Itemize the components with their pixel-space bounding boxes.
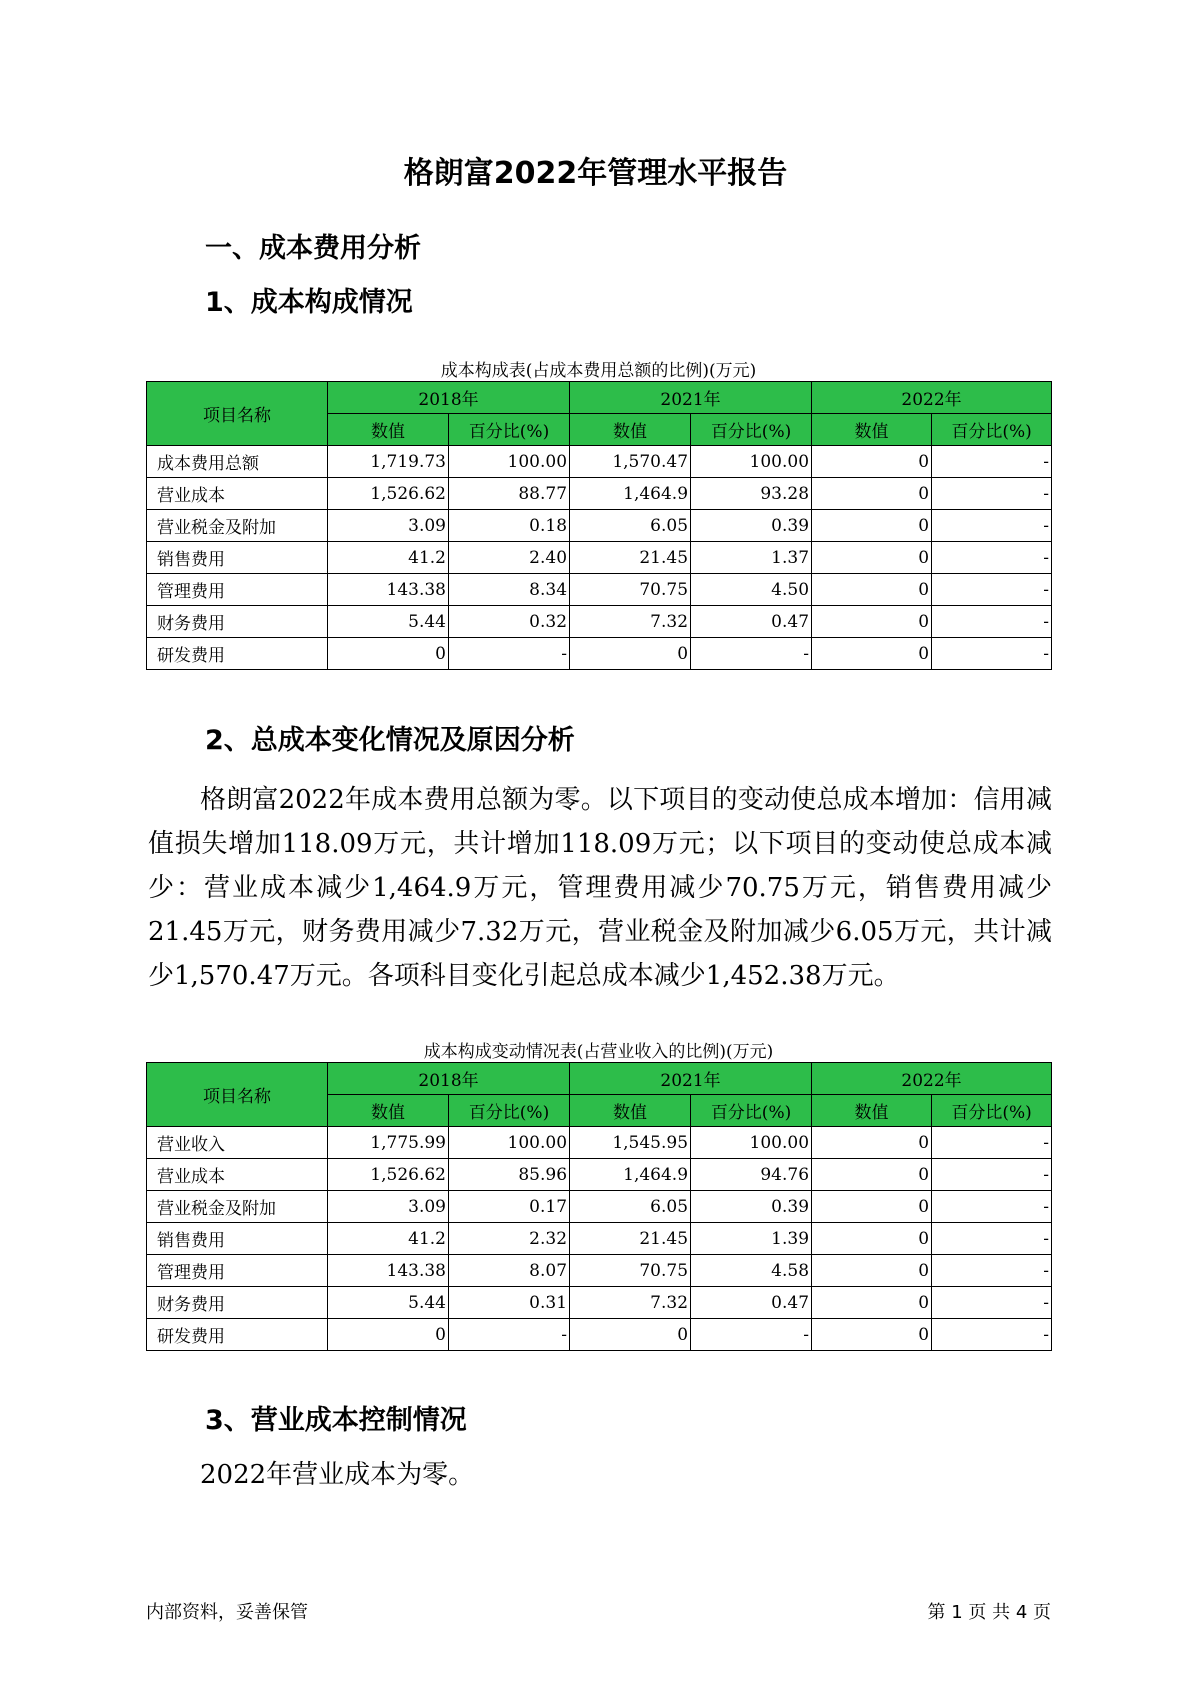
table-cell: 0 xyxy=(812,638,932,670)
table-cell: 0.39 xyxy=(691,1191,812,1223)
table-cell: 1,775.99 xyxy=(328,1127,449,1159)
table-cell: 1.39 xyxy=(691,1223,812,1255)
row-label: 营业成本 xyxy=(147,1159,328,1191)
table-cell: 1,464.9 xyxy=(570,1159,691,1191)
row-label: 财务费用 xyxy=(147,1287,328,1319)
table-cell: - xyxy=(932,446,1052,478)
table-row xyxy=(147,638,1052,670)
table-row xyxy=(147,1159,1052,1191)
table-cell: 70.75 xyxy=(570,1255,691,1287)
header-year: 2021年 xyxy=(570,1063,812,1095)
header-value: 数值 xyxy=(570,1095,691,1127)
header-percent: 百分比(%) xyxy=(449,1095,570,1127)
table-cell: 3.09 xyxy=(328,1191,449,1223)
table-cell: - xyxy=(691,638,812,670)
header-percent: 百分比(%) xyxy=(449,414,570,446)
footer-confidential-note: 内部资料，妥善保管 xyxy=(146,1602,308,1623)
table-cell: - xyxy=(932,1223,1052,1255)
table-cell: 8.34 xyxy=(449,574,570,606)
table-cell: 21.45 xyxy=(570,542,691,574)
table-row xyxy=(147,446,1052,478)
row-label: 管理费用 xyxy=(147,574,328,606)
table-cell: - xyxy=(932,478,1052,510)
table-cell: - xyxy=(932,510,1052,542)
table-cell: 4.50 xyxy=(691,574,812,606)
header-value: 数值 xyxy=(812,1095,932,1127)
table-cell: 0 xyxy=(812,1127,932,1159)
table-cell: 93.28 xyxy=(691,478,812,510)
row-label: 营业收入 xyxy=(147,1127,328,1159)
table-cell: 0.47 xyxy=(691,1287,812,1319)
row-label: 成本费用总额 xyxy=(147,446,328,478)
header-value: 数值 xyxy=(328,414,449,446)
table-cell: 100.00 xyxy=(691,1127,812,1159)
row-label: 研发费用 xyxy=(147,1319,328,1351)
table-cell: 100.00 xyxy=(449,446,570,478)
table-row xyxy=(147,574,1052,606)
subsection-heading-total-cost-change: 2、总成本变化情况及原因分析 xyxy=(205,725,575,756)
table-cell: 8.07 xyxy=(449,1255,570,1287)
table-cell: 100.00 xyxy=(449,1127,570,1159)
table-cell: 5.44 xyxy=(328,1287,449,1319)
table-cell: - xyxy=(932,1319,1052,1351)
row-label: 营业税金及附加 xyxy=(147,1191,328,1223)
table-cell: - xyxy=(932,1159,1052,1191)
table-cell: 1.37 xyxy=(691,542,812,574)
table-cell: 5.44 xyxy=(328,606,449,638)
table-cell: 0 xyxy=(812,1319,932,1351)
table-cell: - xyxy=(449,638,570,670)
header-percent: 百分比(%) xyxy=(932,414,1052,446)
table-row xyxy=(147,1319,1052,1351)
table-cell: 70.75 xyxy=(570,574,691,606)
table-cell: 0 xyxy=(812,1159,932,1191)
table-cell: 0.32 xyxy=(449,606,570,638)
footer-page-number: 第 1 页 共 4 页 xyxy=(927,1602,1051,1623)
table-cell: 0 xyxy=(812,1191,932,1223)
table-cell: 6.05 xyxy=(570,1191,691,1223)
table-cell: 143.38 xyxy=(328,574,449,606)
table-row xyxy=(147,1127,1052,1159)
cost-change-table xyxy=(146,1062,1052,1351)
table-cell: 2.32 xyxy=(449,1223,570,1255)
header-item-name: 项目名称 xyxy=(147,1063,328,1127)
table-row xyxy=(147,1287,1052,1319)
table-cell: - xyxy=(691,1319,812,1351)
table-cell: 1,526.62 xyxy=(328,1159,449,1191)
header-year: 2022年 xyxy=(812,382,1052,414)
table-cell: 1,545.95 xyxy=(570,1127,691,1159)
table-row xyxy=(147,1223,1052,1255)
table-cell: - xyxy=(932,1191,1052,1223)
table-cell: 85.96 xyxy=(449,1159,570,1191)
table-cell: 94.76 xyxy=(691,1159,812,1191)
table-cell: 100.00 xyxy=(691,446,812,478)
table-cell: 0.18 xyxy=(449,510,570,542)
table-cell: 0.39 xyxy=(691,510,812,542)
header-item-name: 项目名称 xyxy=(147,382,328,446)
table-cell: 4.58 xyxy=(691,1255,812,1287)
table-row xyxy=(147,510,1052,542)
table-cell: 1,526.62 xyxy=(328,478,449,510)
row-label: 营业税金及附加 xyxy=(147,510,328,542)
table-cell: - xyxy=(932,574,1052,606)
row-label: 研发费用 xyxy=(147,638,328,670)
table-cell: 88.77 xyxy=(449,478,570,510)
table-cell: - xyxy=(932,1255,1052,1287)
table-cell: 0 xyxy=(328,638,449,670)
table-cell: 7.32 xyxy=(570,1287,691,1319)
header-percent: 百分比(%) xyxy=(932,1095,1052,1127)
header-year: 2018年 xyxy=(328,1063,570,1095)
table-cell: 0 xyxy=(570,638,691,670)
row-label: 销售费用 xyxy=(147,542,328,574)
subsection-heading-cost-structure: 1、成本构成情况 xyxy=(205,287,413,318)
table-cell: - xyxy=(932,1287,1052,1319)
header-value: 数值 xyxy=(570,414,691,446)
table-cell: 2.40 xyxy=(449,542,570,574)
table-cell: 41.2 xyxy=(328,1223,449,1255)
header-value: 数值 xyxy=(328,1095,449,1127)
table-cell: - xyxy=(932,542,1052,574)
row-label: 营业成本 xyxy=(147,478,328,510)
header-percent: 百分比(%) xyxy=(691,1095,812,1127)
table-cell: 1,464.9 xyxy=(570,478,691,510)
table-cell: 21.45 xyxy=(570,1223,691,1255)
table-cell: 143.38 xyxy=(328,1255,449,1287)
row-label: 财务费用 xyxy=(147,606,328,638)
row-label: 管理费用 xyxy=(147,1255,328,1287)
table-cell: 0.17 xyxy=(449,1191,570,1223)
table-cell: 0.47 xyxy=(691,606,812,638)
table-cell: 41.2 xyxy=(328,542,449,574)
row-label: 销售费用 xyxy=(147,1223,328,1255)
table-cell: 0 xyxy=(328,1319,449,1351)
table-cell: 1,719.73 xyxy=(328,446,449,478)
table-cell: 0 xyxy=(812,1287,932,1319)
table-cell: 0 xyxy=(812,606,932,638)
table-cell: 0 xyxy=(812,574,932,606)
table-cell: 6.05 xyxy=(570,510,691,542)
table-cell: 0 xyxy=(812,1255,932,1287)
table1-caption: 成本构成表(占成本费用总额的比例)(万元) xyxy=(440,361,757,381)
header-year: 2022年 xyxy=(812,1063,1052,1095)
table-cell: 0 xyxy=(812,446,932,478)
table-row xyxy=(147,478,1052,510)
header-year: 2021年 xyxy=(570,382,812,414)
table-cell: - xyxy=(932,606,1052,638)
table-cell: 3.09 xyxy=(328,510,449,542)
table-cell: - xyxy=(449,1319,570,1351)
table-row xyxy=(147,1191,1052,1223)
table-cell: 0 xyxy=(812,478,932,510)
table-cell: 7.32 xyxy=(570,606,691,638)
cost-change-paragraph: 格朗富2022年成本费用总额为零。以下项目的变动使总成本增加：信用减值损失增加118.09万元，共计增加118.09万元；以下项目的变动使总成本减少：营业成本减少1,464.9万元，管理费用减少70.75万元，销售费用减少21.45万元，财务费用减少7.32万元，营业税金及附加减少6.05万元，共计减少1,570.47万元。各项科目变化引起总成本减少1,452.38万元。 xyxy=(148,785,1052,991)
table-row xyxy=(147,542,1052,574)
table2-caption: 成本构成变动情况表(占营业收入的比例)(万元) xyxy=(423,1042,774,1062)
section-heading-cost-analysis: 一、成本费用分析 xyxy=(205,233,421,264)
page-title: 格朗富2022年管理水平报告 xyxy=(403,156,788,191)
subsection-heading-operating-cost: 3、营业成本控制情况 xyxy=(205,1405,467,1436)
table-cell: 1,570.47 xyxy=(570,446,691,478)
table-row xyxy=(147,606,1052,638)
header-percent: 百分比(%) xyxy=(691,414,812,446)
header-value: 数值 xyxy=(812,414,932,446)
table-cell: 0.31 xyxy=(449,1287,570,1319)
table-cell: - xyxy=(932,1127,1052,1159)
table-row xyxy=(147,1255,1052,1287)
table-cell: - xyxy=(932,638,1052,670)
table-cell: 0 xyxy=(570,1319,691,1351)
table-cell: 0 xyxy=(812,1223,932,1255)
table-cell: 0 xyxy=(812,542,932,574)
table-cell: 0 xyxy=(812,510,932,542)
header-year: 2018年 xyxy=(328,382,570,414)
operating-cost-paragraph: 2022年营业成本为零。 xyxy=(200,1460,475,1490)
cost-structure-table xyxy=(146,381,1052,670)
